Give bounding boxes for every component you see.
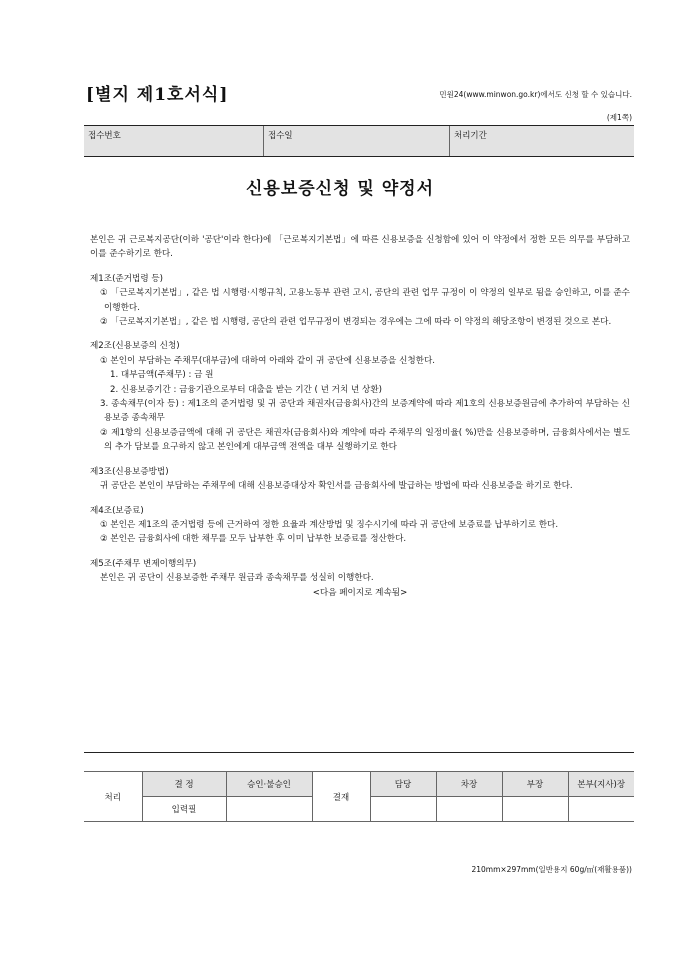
processing-approval-table: [84, 752, 634, 822]
staff-signature-cell[interactable]: [370, 797, 436, 822]
online-application-notice: 민원24(www.minwon.go.kr)에서도 신청 할 수 있습니다.: [439, 90, 632, 99]
approval-line-label: 결재: [312, 772, 370, 822]
branch-head-signature-cell[interactable]: [568, 797, 634, 822]
form-number-label: [별지 제1호서식]: [86, 85, 229, 105]
role-branch-head-label: 본부(지사)장: [568, 772, 634, 797]
intro-paragraph: 본인은 귀 근로복지공단(이하 '공단'이라 한다)에 「근로복지기본법」에 따른 신용보증을 신청함에 있어 이 약정에서 정한 모든 의무를 부담하고 이를 준수하기로 한다.: [90, 235, 630, 260]
article-3-body: 귀 공단은 본인이 부담하는 주채무에 대해 신용보증대상자 확인서를 금융회사에 발급하는 방법에 따라 신용보증을 하기로 한다.: [100, 481, 573, 492]
approval-status-label: 승인·불승인: [226, 772, 312, 797]
continued-notice: <다음 페이지로 계속됨>: [312, 587, 408, 598]
deputy-signature-cell[interactable]: [436, 797, 502, 822]
director-signature-cell[interactable]: [502, 797, 568, 822]
input-done-label: 입력필: [142, 797, 226, 822]
article-4-title: 제4조(보증료): [90, 505, 144, 516]
article-1-title: 제1조(준거법령 등): [90, 273, 164, 284]
article-5-title: 제5조(주채무 변제이행의무): [90, 558, 197, 569]
article-4-item-1: ① 본인은 제1조의 준거법령 등에 근거하여 정한 요율과 계산방법 및 징수시기에 따라 귀 공단에 보증료를 납부하기로 한다.: [100, 519, 559, 530]
article-1-item-1: ① 「근로복지기본법」, 같은 법 시행령·시행규칙, 고용노동부 관련 고시, 공단의 관련 업무 규정이 이 약정의 일부로 됨을 승인하고, 이를 준수이행한다.: [100, 288, 630, 313]
receipt-info-bar: [84, 125, 634, 157]
decision-label: 결 정: [142, 772, 226, 797]
article-1-item-2: ② 「근로복지기본법」, 같은 법 시행령, 공단의 관련 업무규정이 변경되는 경우에는 그에 따라 이 약정의 해당조항이 변경된 것으로 본다.: [100, 317, 612, 328]
role-staff-label: 담당: [370, 772, 436, 797]
page-marker: (제1쪽): [606, 113, 632, 122]
article-3-title: 제3조(신용보증방법): [90, 466, 169, 477]
article-2-sub-1: 1. 대부금액(주채무) : 금 원: [110, 370, 214, 381]
processing-label: 처리: [84, 772, 142, 822]
paper-spec: 210mm×297mm(일반용지 60g/㎡(재활용품)): [471, 865, 632, 874]
role-director-label: 부장: [502, 772, 568, 797]
article-2-item-2: ② 제1항의 신용보증금액에 대해 귀 공단은 채권자(금융회사)와 계약에 따라 주채무의 일정비율( %)만을 신용보증하며, 금융회사에서는 별도의 추가 담보를 요구하지 않고 본인에게 대부금액 전액을 대부 실행하기로 한다: [100, 427, 630, 453]
article-4-item-2: ② 본인은 금융회사에 대한 채무를 모두 납부한 후 이미 납부한 보증료를 정산한다.: [100, 534, 407, 545]
article-2-sub-2: 2. 신용보증기간 : 금융기관으로부터 대출을 받는 기간 ( 년 거치 년 상환): [110, 384, 382, 395]
receipt-number-label: 접수번호: [84, 126, 264, 156]
article-5-body: 본인은 귀 공단이 신용보증한 주채무 원금과 종속채무를 성실히 이행한다.: [100, 573, 374, 584]
article-2-item-1: ① 본인이 부담하는 주채무(대부금)에 대하여 아래와 같이 귀 공단에 신용보증을 신청한다.: [100, 355, 436, 366]
article-2-title: 제2조(신용보증의 신청): [90, 341, 180, 352]
agreement-body: [90, 233, 630, 600]
document-title: 신용보증신청 및 약정서: [245, 179, 435, 199]
table-top-blank-row: [84, 753, 634, 772]
role-deputy-label: 차장: [436, 772, 502, 797]
article-2-sub-3: 3. 종속채무(이자 등) : 제1조의 준거법령 및 귀 공단과 채권자(금융회사)간의 보증계약에 따라 제1호의 신용보증원금에 추가하여 부담하는 신용보증 종속채무: [100, 399, 630, 424]
processing-period-label: 처리기간: [454, 131, 487, 141]
approval-status-cell[interactable]: [226, 797, 312, 822]
receipt-date-label: 접수일: [264, 126, 450, 156]
